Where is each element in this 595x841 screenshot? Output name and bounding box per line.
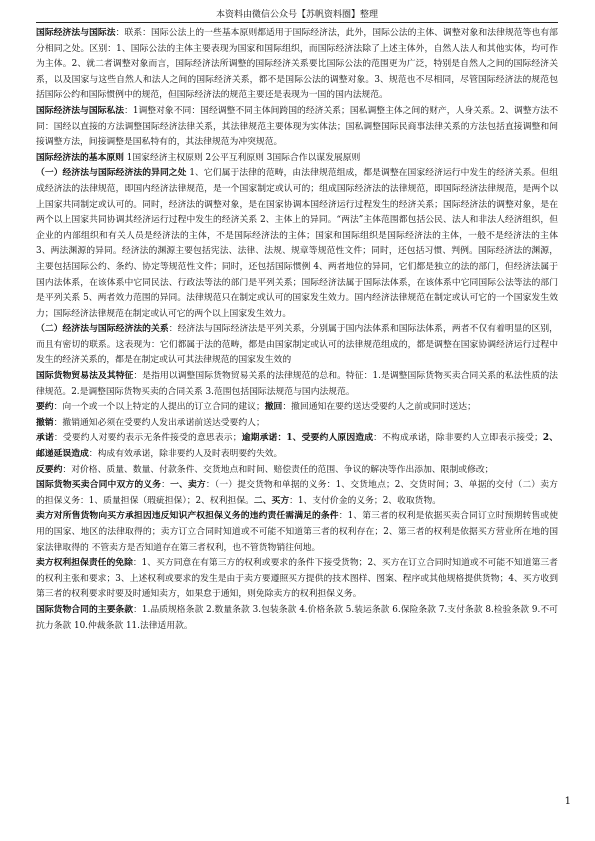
paragraph: （一）经济法与国际经济法的异同之处 1、它们属于法律的范畴，由法律规范组成，都是调整在国家经济运行中发生的经济关系。但组成经济法的法律规范，即国内经济法律规范，是一个国家制定或认可的；组成国际经济法的法律规范，即国际经济法律规范，是两个以上国家共同制定或认可的。同时，经济法的调整对象，是在国家协调本国经济运行过程发生的经济关系；国际经济法的调整对象，是在两个以上国家共同协调其经济运行过程中发生的经济关系 2、主体上的异同。“两法”主体范围都包括公民、法人和非法人经济组织，但企业的内部组织和有关人员是经济法的主体，不是国际经济法的主体；国家和国际组织是国际经济法的主体，一般不是经济法的主体 3、两法渊源的异同。经济法的渊源主要包括宪法、法律、法规、规章等规范性文件；同时，还包括习惯、判例。国际经济法的渊源，主要包括国际公约、条约、协定等规范性文件；同时，还包括国际惯例 4、两者地位的异同，它们都是独立的法的部门，但经济法属于国内法体系，在该体系中它同民法、行政法等法的部门是平列关系；国际经济法属于国际法体系，在该体系中它同国际公法等法的部门是平列关系 5、两者效力范围的异同。法律规范只在制定或认可的国家发生效力。国内经济法律规范在制定或认可它的一个国家发生效力；国际经济法律规范在制定或认可它的两个以上国家发生效力。 bbox=[36, 168, 558, 319]
paragraph: 国际货物合同的主要条款：1.品质规格条款 2.数量条款 3.包装条款 4.价格条款 5.装运条款 6.保险条款 7.支付条款 8.检验条款 9.不可抗力条款 10.仲裁条款 11.法律适用款。 bbox=[36, 604, 558, 631]
paragraph: 卖方权利担保责任的免除：1、买方同意在有第三方的权利或要求的条件下接受货物；2、买方在订立合同时知道或不可能不知道第三者的权利主张和要求；3、上述权利或要求的发生是由于卖方要遵照买方提供的技术图样、图案、程序或其他规格提供货物；4、买方收到第三者的权利要求时要及时通知卖方，如果怠于通知，则免除卖方的权利担保义务。 bbox=[36, 558, 558, 600]
paragraph: 承诺：受要约人对要约表示无条件接受的意思表示；逾期承诺：1、受要约人原因造成：不构成承诺，除非要约人立即表示接受；2、邮递延误造成：构成有效承诺，除非要约人及时表明要约失效。 bbox=[36, 433, 558, 460]
paragraph: 国际货物贸易法及其特征：是指用以调整国际货物贸易关系的法律规范的总和。特征：1.是调整国际货物买卖合同关系的私法性质的法律规范。2.是调整国际货物买卖的合同关系 3.范围包括国际法规范与国内法规范。 bbox=[36, 371, 558, 397]
paragraph: 国际货物买卖合同中双方的义务：一、卖方：（一）提交货物和单据的义务：1、交货地点；2、交货时间；3、单据的交付（二）卖方的担保义务：1、质量担保（瑕疵担保）；2、权利担保。二、买方：1、支付价金的义务；2、收取货物。 bbox=[36, 480, 558, 506]
paragraph: 反要约：对价格、质量、数量、付款条件、交货地点和时间、赔偿责任的范围、争议的解决等作出添加、限制或修改； bbox=[36, 464, 494, 475]
paragraph: （二）经济法与国际经济法的关系：经济法与国际经济法是平列关系，分别属于国内法体系和国际法体系，两者不仅有着明显的区别，而且有密切的联系。这表现为：它们都属于法的范畴，都是由国家制定或认可的法律规范组成的，都是调整在国家协调经济运行过程中发生的经济关系的，都是在制定或认可其法律规范的国家发生效的 bbox=[36, 324, 558, 366]
page-header: 本资料由微信公众号【苏帆资料圈】整理 bbox=[36, 8, 558, 23]
paragraph: 要约：向一个或一个以上特定的人提出的订立合同的建议；撤回：撤回通知在要约送达受要约人之前或同时送达； bbox=[36, 402, 476, 413]
paragraph: 撤销：撤销通知必须在受要约人发出承诺前送达受要约人； bbox=[36, 417, 265, 428]
paragraph: 国际经济法的基本原则 1国家经济主权原则 2公平互利原则 3国际合作以谋发展原则 bbox=[36, 152, 361, 163]
paragraph: 卖方对所售货物向买方承担因违反知识产权担保义务的违约责任需满足的条件：1、第三者的权利是依据买卖合同订立时预期转售或使用的国家、地区的法律取得的；卖方订立合同时知道或不可能不知道第三者的权利存在；2、第三者的权利是依据买方营业所在地的国家法律取得的 不管卖方是否知道存在第三者权利，也不管货物销往何地。 bbox=[36, 511, 558, 553]
document-page bbox=[36, 8, 558, 634]
paragraph: 国际经济法与国际法：联系：国际公法上的一些基本原则都适用于国际经济法，此外，国际公法的主体、调整对象和法律规范等也有部分相同之处。区别：1、国际公法的主体主要表现为国家和国际组织，而国际经济法除了上述主体外，自然人法人和其他实体，均可作为主体。2、就二者调整对象而言，国际经济法所调整的国际经济关系要比国际公法的范围更为广泛，特别是自然人之间的国际经济关系，以及国家与这些自然人和法人之间的国际经济关系，都不是国际公法的调整对象。3、规范也不尽相同，尽管国际经济法的规范包括国际公约和国际惯例中的规范，但国际经济法的规范主要还是表现为一国的国内法规范。 bbox=[36, 28, 558, 101]
page-number: 1 bbox=[564, 796, 571, 807]
paragraph: 国际经济法与国际私法：1调整对象不同：国经调整不同主体间跨国的经济关系；国私调整主体之间的财产，人身关系。2、调整方法不同：国经以直接的方法调整国际经济法律关系，其法律规范主要体现为实体法；国私调整国际民商事法律关系的方法包括直接调整和间接调整方法，间接调整是国私特有的，其法律规范为冲突规范。 bbox=[36, 105, 558, 148]
